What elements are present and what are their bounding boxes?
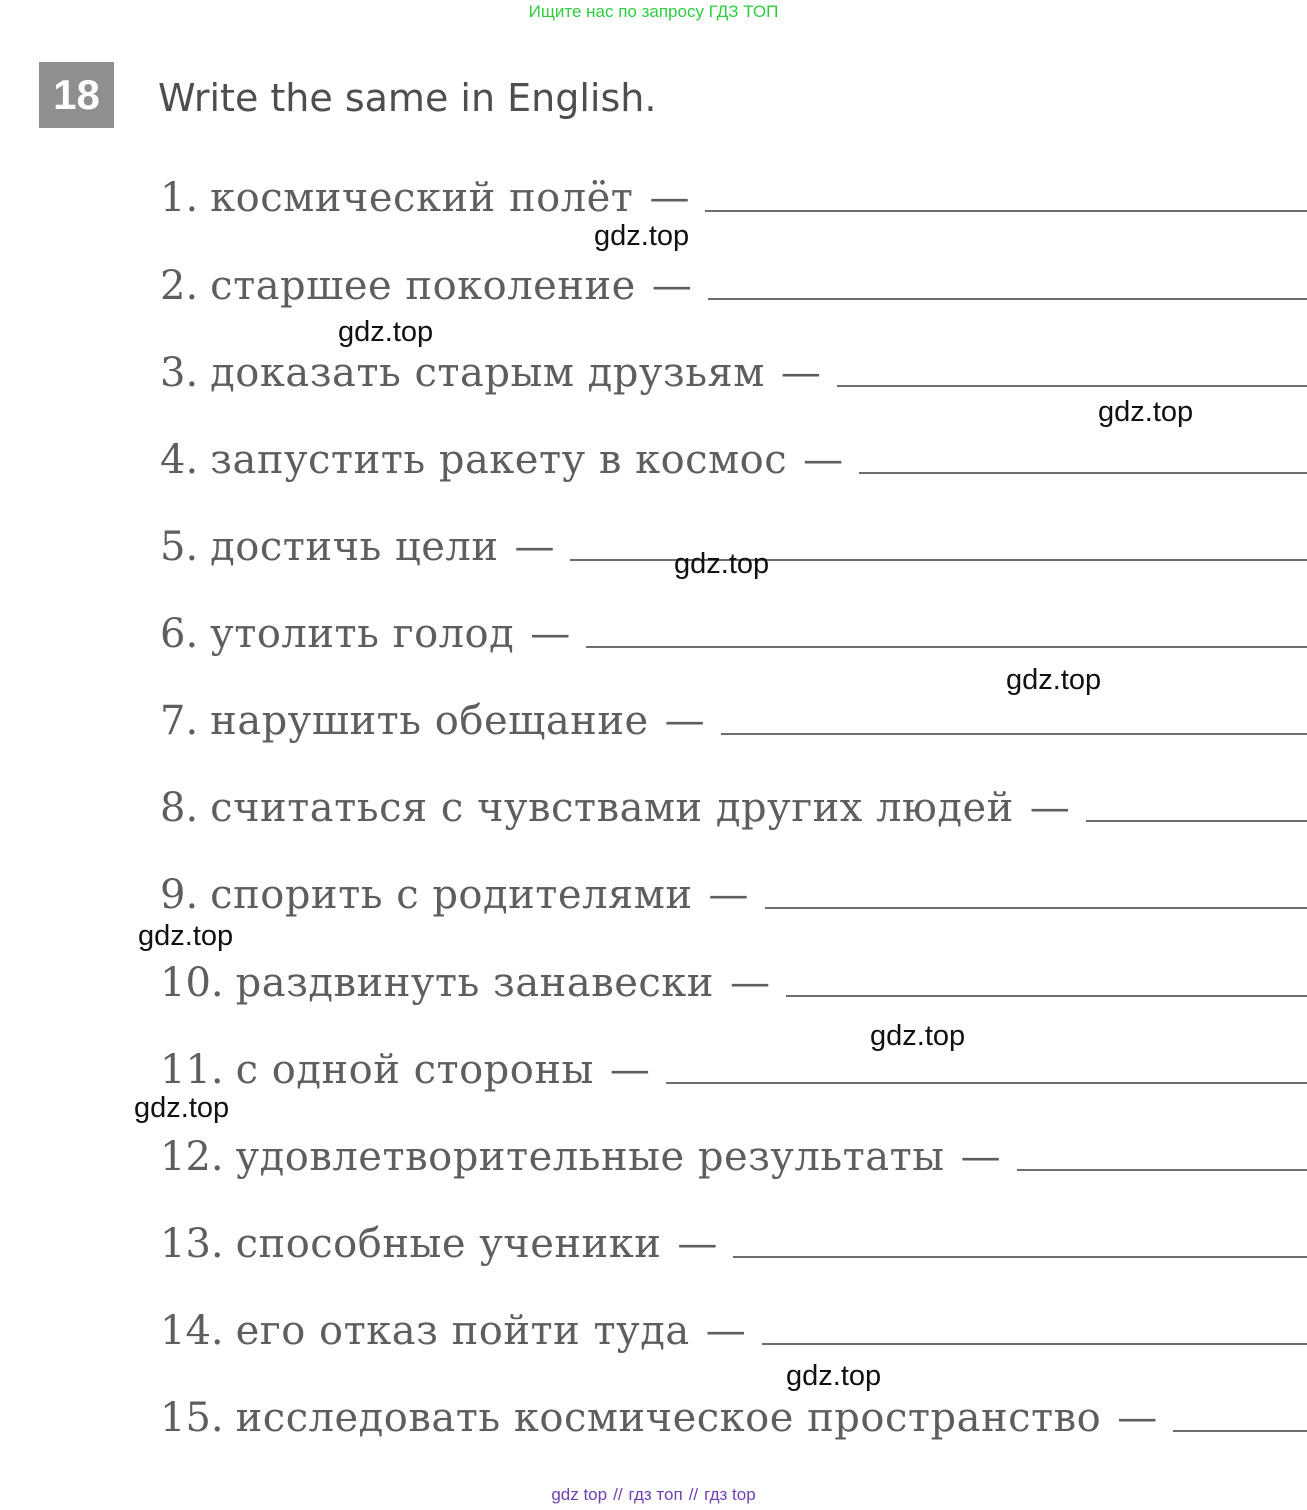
item-text: утолить голод [210,611,515,657]
answer-line [1086,820,1307,822]
list-item [160,865,1307,925]
item-number: 4. [160,437,199,483]
item-number: 5. [160,524,199,570]
answer-line [859,472,1307,474]
item-number: 10. [160,960,224,1006]
answer-line [786,995,1307,997]
watermark: gdz.top [1098,396,1194,428]
item-dash: — [960,1134,1001,1180]
item-text: его отказ пойти туда [235,1308,690,1354]
item-text: способные ученики [235,1221,662,1267]
list-item [160,256,1307,316]
item-dash: — [729,960,770,1006]
watermark: gdz.top [786,1360,882,1392]
item-number: 13. [160,1221,224,1267]
answer-line [586,646,1307,648]
item-text: старшее поколение [210,263,636,309]
item-number: 7. [160,698,199,744]
item-text: доказать старым друзьям [210,350,765,396]
item-number: 6. [160,611,199,657]
item-dash: — [677,1221,718,1267]
item-text: спорить с родителями [210,872,693,918]
footer-part: гдз топ [628,1485,683,1504]
item-dash: — [514,524,555,570]
answer-line [708,298,1307,300]
answer-line [1173,1430,1307,1432]
footer-separator: // [613,1485,623,1504]
item-number: 2. [160,263,199,309]
answer-line [765,907,1307,909]
answer-line [1017,1169,1307,1171]
footer-part: gdz top [551,1485,608,1504]
watermark: gdz.top [674,548,770,580]
item-number: 12. [160,1134,224,1180]
item-dash: — [530,611,571,657]
item-number: 8. [160,785,199,831]
list-item [160,953,1307,1013]
item-text: достичь цели [210,524,499,570]
answer-line [666,1082,1307,1084]
item-number: 14. [160,1308,224,1354]
list-item [160,430,1307,490]
list-item [160,1388,1307,1448]
item-dash: — [780,350,821,396]
item-number: 15. [160,1395,224,1441]
list-item [160,1127,1307,1187]
watermark: gdz.top [138,920,234,952]
item-dash: — [1117,1395,1158,1441]
item-number: 11. [160,1047,224,1093]
list-item [160,604,1307,664]
top-banner[interactable]: Ищите нас по запросу ГДЗ ТОП [528,2,779,21]
item-dash: — [705,1308,746,1354]
list-item [160,168,1307,228]
item-text: космический полёт [210,175,634,221]
answer-line [705,210,1307,212]
watermark: gdz.top [594,220,690,252]
item-text: с одной стороны [235,1047,594,1093]
footer-separator: // [688,1485,699,1504]
item-dash: — [1029,785,1070,831]
bottom-banner[interactable] [0,1484,1307,1506]
watermark: gdz.top [134,1092,230,1124]
item-text: раздвинуть занавески [235,960,714,1006]
item-dash: — [708,872,749,918]
answer-line [762,1343,1307,1345]
item-text: исследовать космическое пространство [235,1395,1102,1441]
watermark: gdz.top [870,1020,966,1052]
footer-part: гдз top [704,1485,756,1504]
list-item [160,1301,1307,1361]
answer-line [721,733,1307,735]
item-dash: — [803,437,844,483]
watermark: gdz.top [338,316,434,348]
item-dash: — [609,1047,650,1093]
list-item [160,1040,1307,1100]
answer-line [837,385,1307,387]
item-dash: — [664,698,705,744]
item-text: нарушить обещание [210,698,649,744]
list-item [160,1214,1307,1274]
item-dash: — [649,175,690,221]
watermark: gdz.top [1006,664,1102,696]
item-number: 1. [160,175,199,221]
item-number: 9. [160,872,199,918]
exercise-number-badge: 18 [39,62,114,128]
list-item [160,778,1307,838]
item-text: считаться с чувствами других людей [210,785,1014,831]
item-text: запустить ракету в космос [210,437,788,483]
item-text: удовлетворительные результаты [235,1134,945,1180]
item-dash: — [651,263,692,309]
list-item [160,691,1307,751]
list-item [160,343,1307,403]
exercise-title: Write the same in English. [158,76,657,120]
item-number: 3. [160,350,199,396]
answer-line [733,1256,1307,1258]
